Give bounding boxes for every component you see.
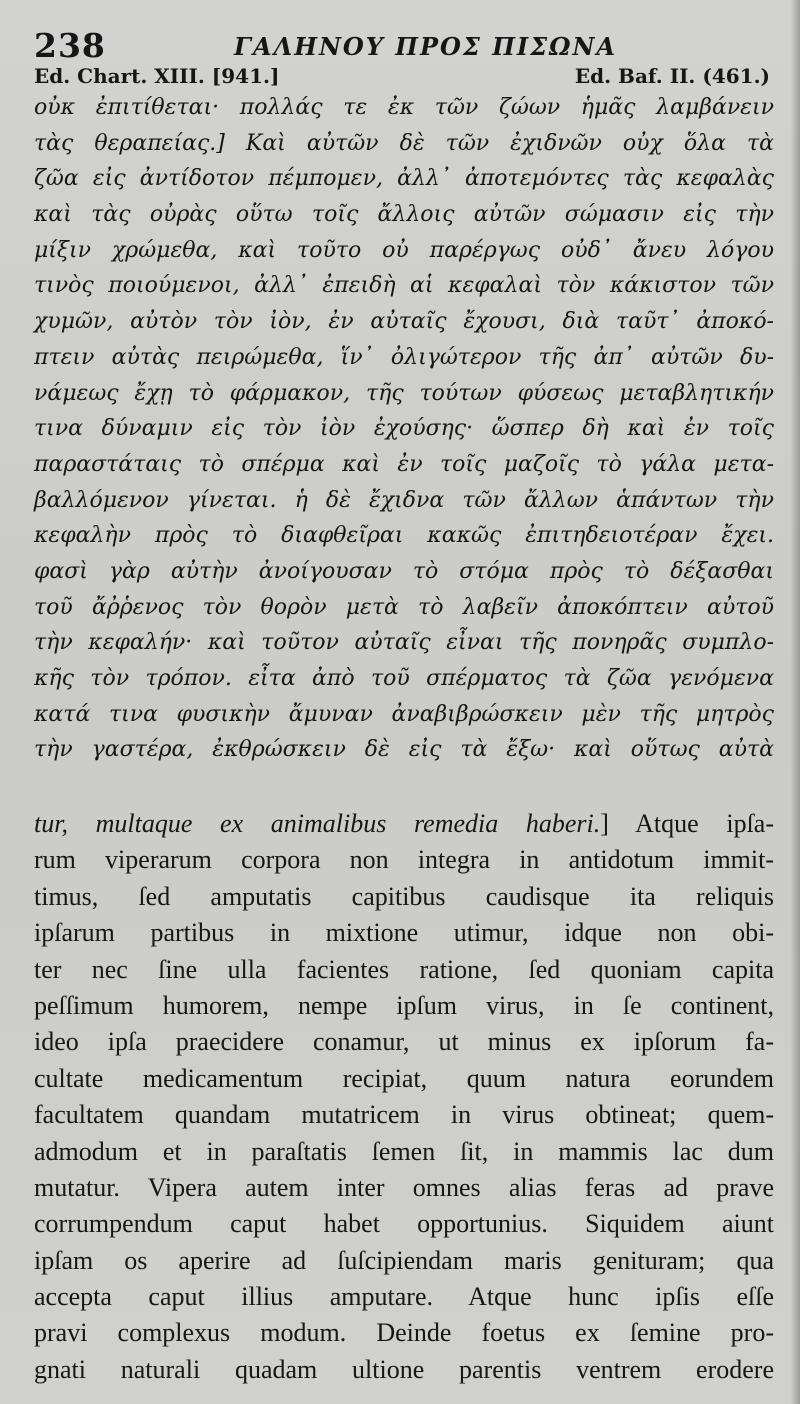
latin-line: pravi complexus modum. Deinde foetus ex ſemine pro- [34,1318,774,1348]
latin-line: ter nec ſine ulla facientes ratione, ſed quoniam capita [34,954,774,984]
latin-line: cultate medicamentum recipiat, quum natura eorundem [34,1063,774,1093]
latin-line: accepta caput illius amputare. Atque hunc ipſis eſſe [34,1282,774,1312]
greek-line: κῆς τὸν τρόπον. εἶτα ἀπὸ τοῦ σπέρματος τὰ ζῶα γενόμενα [34,666,774,691]
latin-line: ideo ipſa praecidere conamur, ut minus ex ipſorum fa- [34,1027,774,1057]
greek-line: νάμεως ἔχῃ τὸ φάρμακον, τῆς τούτων φύσεως μεταβλητικήν [34,380,774,406]
greek-line: ζῶα εἰς ἀντίδοτον πέμπομεν, ἀλλ᾽ ἀποτεμόντες τὰς κεφαλὰς [34,166,774,192]
greek-line: βαλλόμενον γίνεται. ἡ δὲ ἔχιδνα τῶν ἄλλων ἁπάντων τὴν [34,487,774,513]
latin-line: admodum et in paraſtatis ſemen ſit, in mammis lac dum [34,1136,774,1166]
latin-line: ipſarum partibus in mixtione utimur, idque non obi- [34,918,774,948]
latin-line: corrumpendum caput habet opportunius. Siquidem aiunt [34,1209,774,1239]
latin-line: mutatur. Vipera autem inter omnes alias feras ad prave [34,1172,774,1202]
edition-reference-basel: Ed. Baf. II. (461.) [574,64,770,88]
latin-line: peſſimum humorem, nempe ipſum virus, in ſe continent, [34,990,774,1020]
greek-line: καὶ τὰς οὐρὰς οὕτω τοῖς ἄλλοις αὐτῶν σώμασιν εἰς τὴν [34,202,774,228]
greek-line: τοῦ ἄῤῥενος τὸν θορὸν μετὰ τὸ λαβεῖν ἀποκόπτειν αὐτοῦ [34,594,774,620]
greek-line: κεφαλὴν πρὸς τὸ διαφθεῖραι κακῶς ἐπιτηδειοτέραν ἔχει. [34,523,774,549]
latin-line: rum viperarum corpora non integra in antidotum immit- [34,845,774,875]
greek-line: τινὸς ποιούμενοι, ἀλλ᾽ ἐπειδὴ αἱ κεφαλαὶ τὸν κάκιστον τῶν [34,273,774,299]
greek-line: χυμῶν, αὐτὸν τὸν ἰὸν, ἐν αὐταῖς ἔχουσι, διὰ ταῦτ᾽ ἀποκό- [34,309,774,335]
latin-line: ipſam os aperire ad ſuſcipiendam maris genituram; qua [34,1245,774,1275]
greek-line: τὴν κεφαλήν· καὶ τοῦτον αὐταῖς εἶναι τῆς πονηρᾶς συμπλο- [34,630,774,656]
latin-line: timus, ſed amputatis capitibus caudisque ita reliquis [34,881,774,911]
greek-line: παραστάταις τὸ σπέρμα καὶ ἐν τοῖς μαζοῖς τὸ γάλα μετα- [34,451,774,477]
greek-line: φασὶ γὰρ αὐτὴν ἀνοίγουσαν τὸ στόμα πρὸς τὸ δέξασθαι [34,558,774,584]
greek-text-block [34,90,774,768]
latin-first-line [34,806,774,842]
page-number: 238 [34,26,106,65]
latin-text-block [34,806,774,1388]
latin-line: gnati naturali quadam ultione parentis ventrem erodere [34,1354,774,1384]
greek-line: τὰς θεραπείας.] Καὶ αὐτῶν δὲ τῶν ἐχιδνῶν οὐχ ὅλα τὰ [34,130,774,156]
greek-line: μίξιν χρώμεθα, καὶ τοῦτο οὐ παρέργως οὐδ᾽ ἄνευ λόγου [34,237,774,263]
greek-line: κατά τινα φυσικὴν ἄμυναν ἀναβιβρώσκειν μὲν τῆς μητρὸς [34,701,774,727]
page-edge-shadow [790,0,800,1404]
latin-first-line-rest: ] Atque ipſa- [600,809,774,838]
latin-line: facultatem quandam mutatricem in virus obtineat; quem- [34,1100,774,1130]
edition-reference-chart: Ed. Chart. XIII. [941.] [34,64,280,88]
greek-line: πτειν αὐτὰς πειρώμεθα, ἵν᾽ ὀλιγώτερον τῆς ἀπ᾽ αὐτῶν δυ- [34,344,774,370]
greek-line: τὴν γαστέρα, ἐκθρώσκειν δὲ εἰς τὰ ἔξω· καὶ οὕτως αὐτὰ [34,737,774,763]
latin-italic-lemma: tur, multaque ex animalibus remedia haberi. [34,809,601,838]
running-title: ΓΑΛΗΝΟΥ ΠΡΟΣ ΠΙΣΩΝΑ [234,32,618,61]
page-header [34,26,774,66]
greek-line: οὐκ ἐπιτίθεται· πολλάς τε ἐκ τῶν ζώων ἡμᾶς λαμβάνειν [34,95,774,120]
greek-line: τινα δύναμιν εἰς τὸν ἰὸν ἐχούσης· ὥσπερ δὴ καὶ ἐν τοῖς [34,416,774,442]
